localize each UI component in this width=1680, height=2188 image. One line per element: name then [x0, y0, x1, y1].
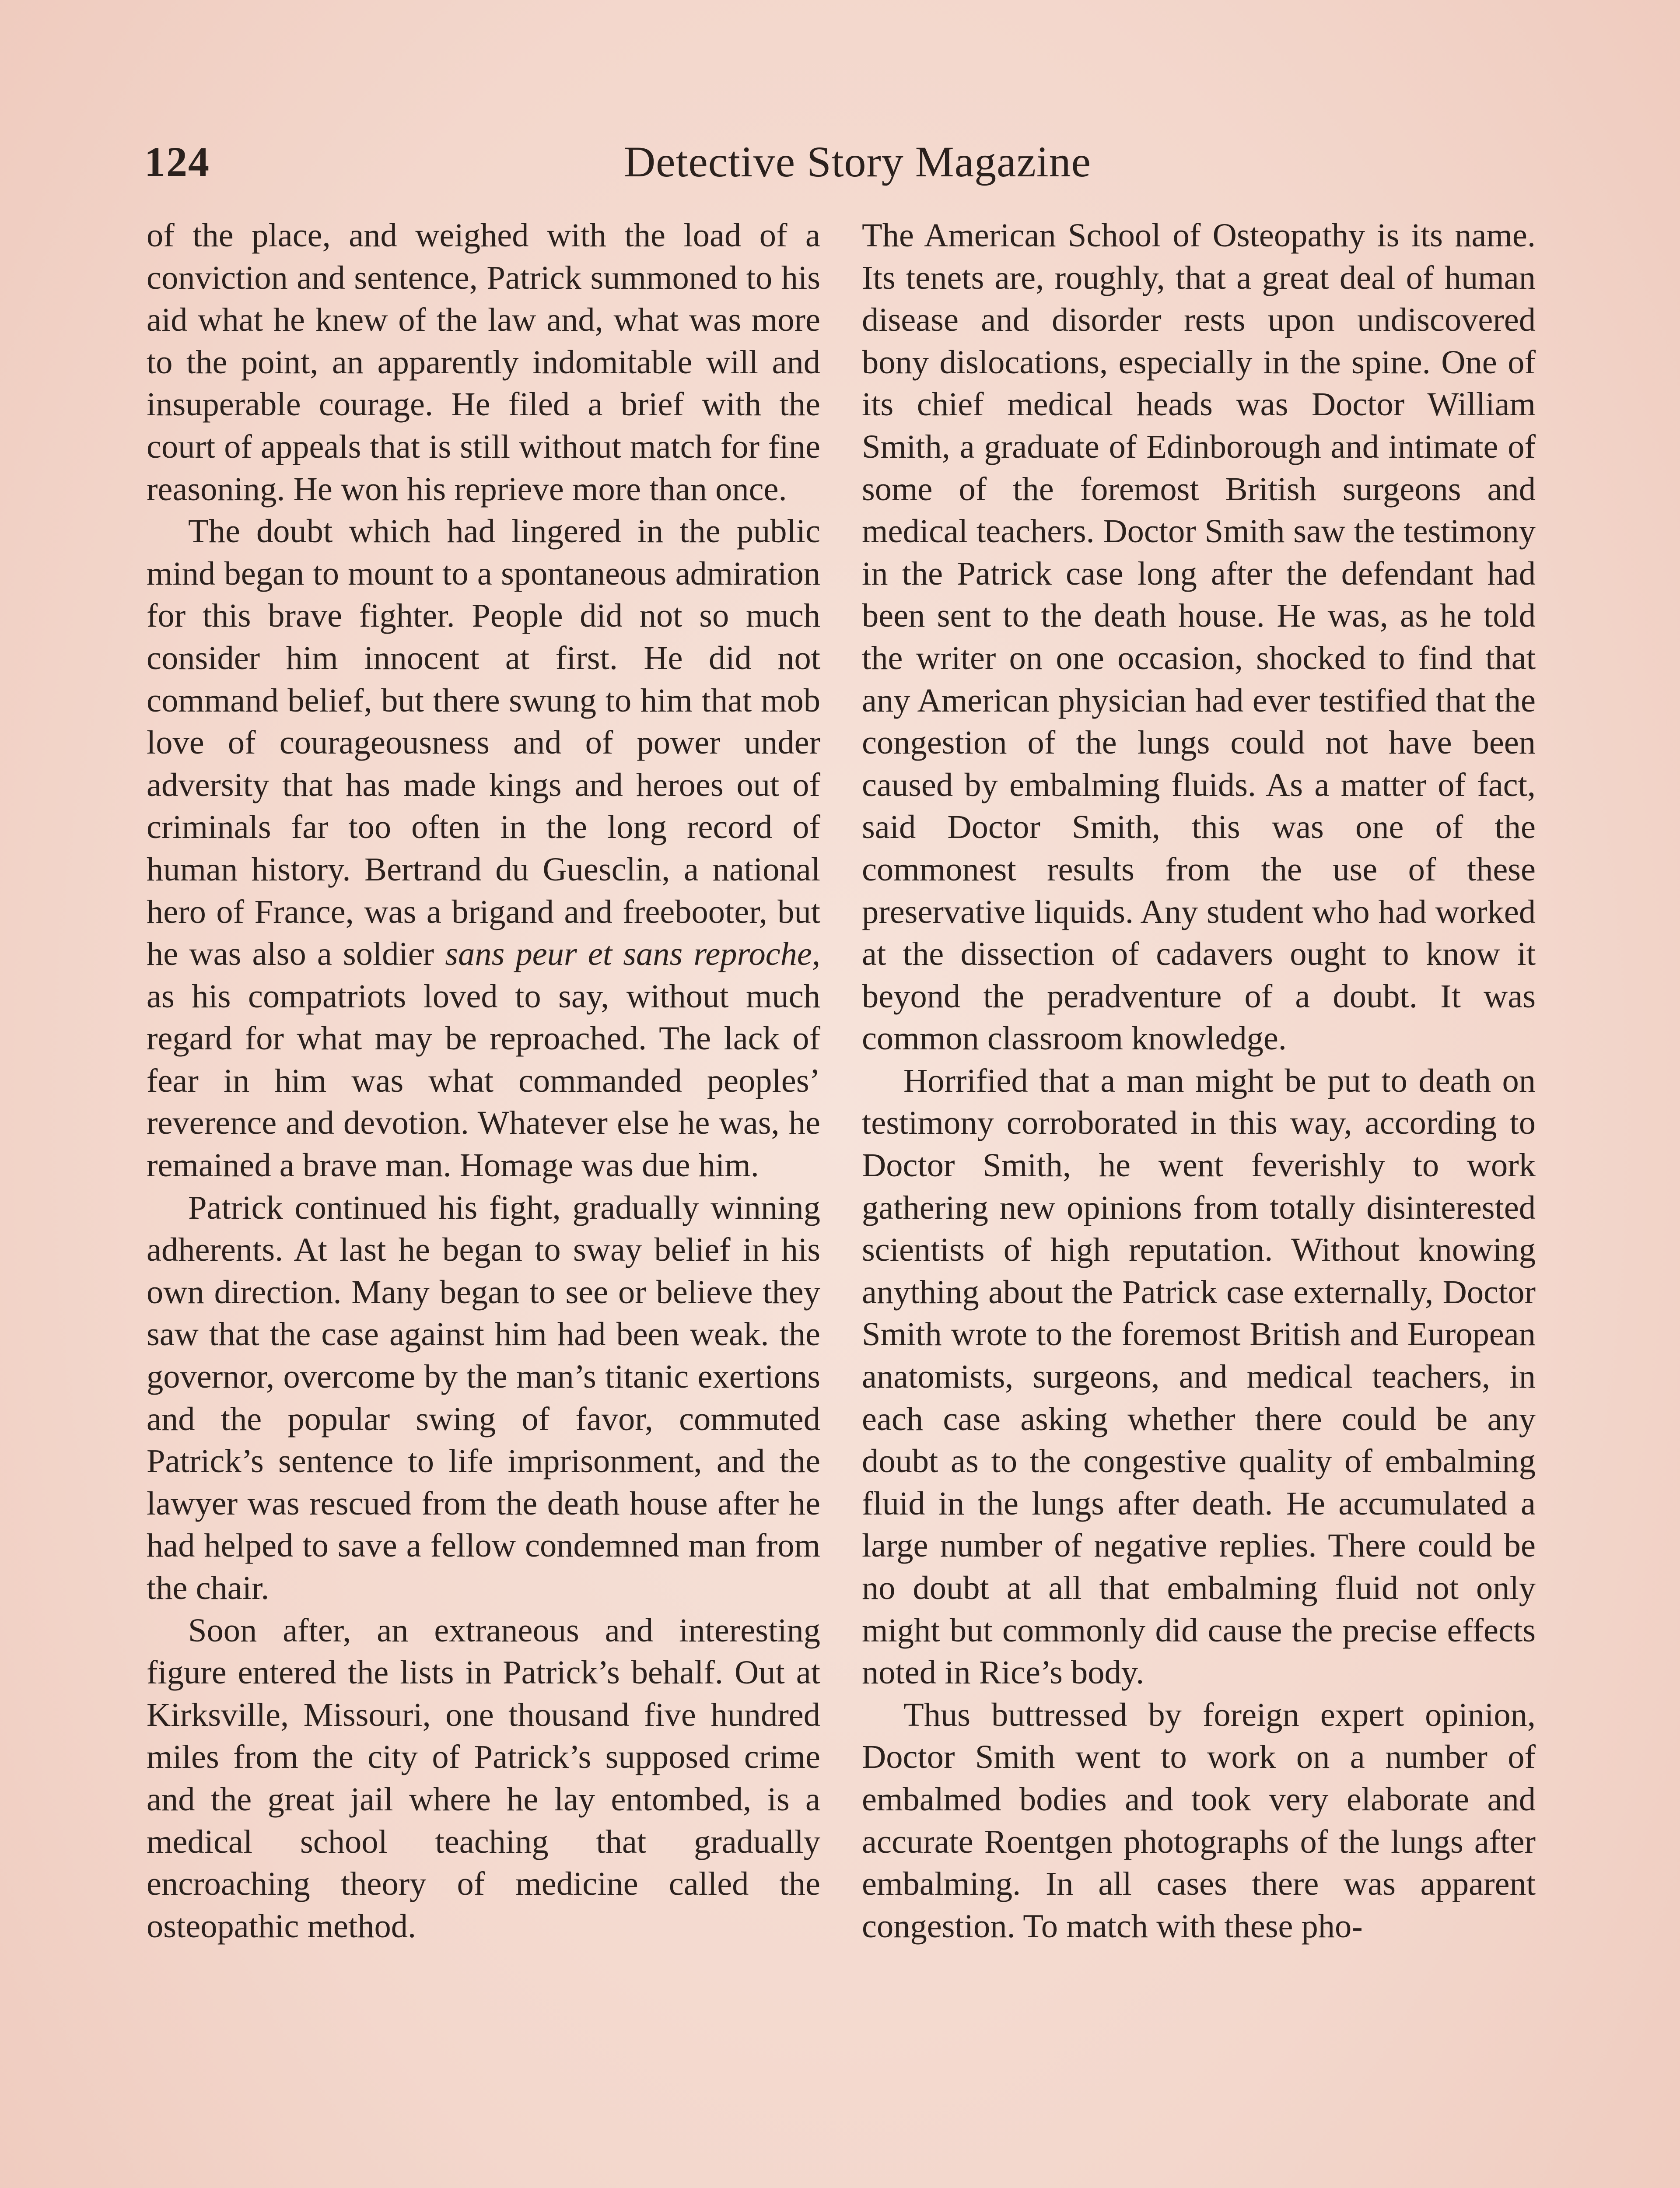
left-paragraph-3: Patrick continued his fight, gradually winning adherents. At last he began to sway belief in his own direction. Many began to see or believe they saw that the case against him had been weak. the governor, overcome by the man’s titanic exertions and the popular swing of favor, commuted Patrick’s sentence to life imprisonment, and the lawyer was rescued from the death house after he had helped to save a fellow condemned man from the chair. [147, 1189, 820, 1606]
left-paragraph-2 [147, 510, 820, 1187]
right-column [862, 214, 1536, 2188]
page-number: 124 [144, 138, 210, 185]
right-paragraph-2: Horrified that a man might be put to death on testimony corroborated in this way, according to Doctor Smith, he went feverishly to work gathering new opinions from totally disinterested scientists of high reputation. Without knowing anything about the Patrick case externally, Doctor Smith wrote to the foremost British and European anatomists, surgeons, and medical teachers, in each case asking whether there could be any doubt as to the congestive quality of embalming fluid in the lungs after death. He accumulated a large number of negative replies. There could be no doubt at all that embalming fluid not only might but commonly did cause the precise effects noted in Rice’s body. [862, 1062, 1536, 1691]
left-paragraph-2-end: as his compatriots loved to say, without much regard for what may be reproached. The lack of fear in him was what commanded peoples’ reverence and devotion. Whatever else he was, he remained a brave man. Homage was due him. [147, 977, 820, 1184]
right-paragraph-1: The American School of Osteopathy is its name. Its tenets are, roughly, that a great deal of human disease and disorder rests upon undiscovered bony dislocations, especially in the spine. One of its chief medical heads was Doctor William Smith, a graduate of Edinborough and intimate of some of the foremost British surgeons and medical teachers. Doctor Smith saw the testimony in the Patrick case long after the defendant had been sent to the death house. He was, as he told the writer on one occasion, shocked to find that any American physician had ever testified that the congestion of the lungs could not have been caused by embalming fluids. As a matter of fact, said Doctor Smith, this was one of the commonest results from the use of these preservative liquids. Any student who had worked at the dissection of cadavers ought to know it beyond the peradventure of a doubt. It was common classroom knowledge. [862, 217, 1536, 1057]
left-paragraph-2-text: The doubt which had lingered in the public mind began to mount to a spontaneous admiration for this brave fighter. People did not so much consider him innocent at first. He did not command belief, but there swung to him that mob love of courageousness and of power under adversity that has made kings and heroes out of criminals far too often in the long record of human history. Bertrand du Guesclin, a national hero of France, was a brigand and freebooter, but he was also a soldier [147, 512, 820, 973]
left-paragraph-1: of the place, and weighed with the load of a conviction and sentence, Patrick summoned to his aid what he knew of the law and, what was more to the point, an apparently indomitable will and insuperable courage. He filed a brief with the court of appeals that is still without match for fine reasoning. He won his reprieve more than once. [147, 217, 820, 508]
right-paragraph-3: Thus buttressed by foreign expert opinion, Doctor Smith went to work on a number of embalmed bodies and took very elaborate and accurate Roentgen photographs of the lungs after embalming. In all cases there was apparent congestion. To match with these pho- [862, 1696, 1536, 1945]
left-paragraph-4: Soon after, an extraneous and interesting figure entered the lists in Patrick’s behalf. Out at Kirksville, Missouri, one thousand five hundred miles from the city of Patrick’s supposed crime and the great jail where he lay entombed, is a medical school teaching that gradually encroaching theory of medicine called the osteopathic method. [147, 1611, 820, 1945]
left-column [147, 214, 820, 2188]
running-title: Detective Story Magazine [623, 137, 1092, 186]
italic-phrase: sans peur et sans reproche, [445, 935, 821, 973]
page-header [144, 127, 1544, 197]
